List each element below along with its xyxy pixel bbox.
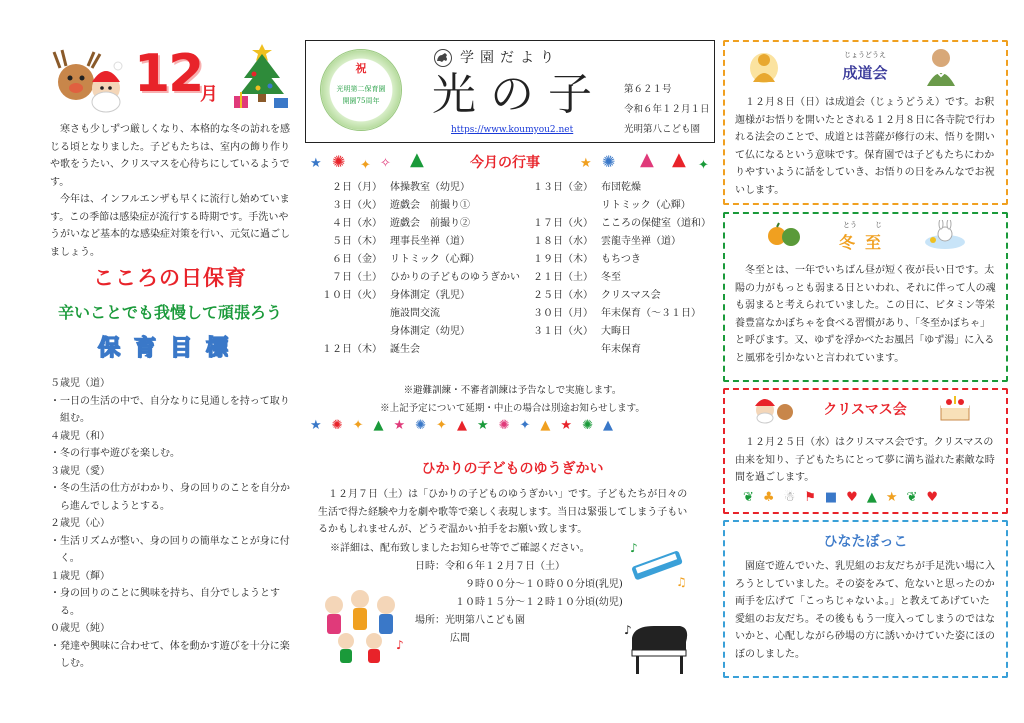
schedule-date: ３０日（月） bbox=[533, 308, 593, 319]
schedule-row bbox=[310, 182, 470, 194]
horse-icon bbox=[432, 49, 454, 67]
kokoro-title: こころの日保育 bbox=[93, 266, 247, 290]
star-icon: ✦ bbox=[360, 158, 371, 173]
goal-text: ・発達や興味に合わせて、体を動かす遊びを十分に楽しむ。 bbox=[50, 640, 290, 669]
month-number: 12 bbox=[134, 44, 203, 104]
schedule-row bbox=[310, 236, 470, 248]
star-icon: ★ bbox=[476, 418, 499, 433]
christmas-tree-icon bbox=[232, 40, 292, 115]
svg-text:♫: ♫ bbox=[676, 575, 687, 588]
schedule-event: 施設問交流 bbox=[390, 308, 440, 319]
schedule-event: 理事長坐禅（道） bbox=[390, 236, 470, 247]
recital-date: 日時：令和６年１２月７日（土） bbox=[415, 561, 565, 572]
schedule-event: もちつき bbox=[601, 254, 641, 265]
schedule-event: 体操教室（幼児） bbox=[390, 182, 470, 193]
decoration-row bbox=[310, 418, 715, 440]
party-hat-icon: ▲ bbox=[456, 418, 477, 433]
recital-note: ※詳細は、配布致しましたお知らせ等でご確認ください。 bbox=[330, 543, 590, 554]
schedule-date: １３日（金） bbox=[533, 182, 593, 193]
goal-text: ・冬の行事や遊びを楽しむ。 bbox=[50, 448, 180, 459]
christmas-decoration-row bbox=[743, 490, 993, 505]
logo-line2: 開園75周年 bbox=[342, 97, 380, 105]
goal-age: ４歳児（和） bbox=[50, 430, 110, 442]
confetti-icon: ✺ bbox=[498, 418, 520, 433]
gift-icon: ■ bbox=[824, 490, 847, 505]
header-decoration bbox=[48, 40, 293, 115]
holly-icon: ❦ bbox=[743, 490, 763, 505]
schedule-event: 年末保育 bbox=[601, 344, 641, 355]
schedule-row bbox=[310, 200, 470, 212]
toji-ruby-1: とう bbox=[843, 221, 857, 229]
schedule-row bbox=[310, 254, 480, 266]
schedule-event: 遊戯会 前撮り② bbox=[390, 218, 470, 229]
schedule-event: ひかりの子どものゆうぎかい bbox=[390, 272, 520, 283]
schedule-decoration-left bbox=[310, 149, 450, 175]
party-hat-icon: ▲ bbox=[373, 418, 394, 433]
schedule-event: リトミック（心輝） bbox=[390, 254, 480, 265]
candy-cane-icon: ⚑ bbox=[804, 490, 825, 505]
masthead bbox=[305, 40, 715, 143]
star-icon: ✦ bbox=[698, 158, 709, 173]
star-icon: ✦ bbox=[352, 418, 374, 433]
schedule-row bbox=[515, 344, 641, 356]
recital-time-1: ９時００分～１０時００分頃(乳児) bbox=[465, 579, 623, 590]
issue-date: 令和６年１２月１日 bbox=[624, 104, 710, 115]
buddha-icon bbox=[747, 48, 781, 84]
recital-place-2: 広間 bbox=[450, 633, 470, 644]
logo-top: 祝 bbox=[355, 62, 367, 75]
children-dancing-icon bbox=[318, 585, 408, 665]
star-icon: ★ bbox=[310, 418, 332, 433]
schedule-event: 誕生会 bbox=[390, 344, 420, 355]
schedule-row bbox=[310, 344, 420, 356]
svg-text:♪: ♪ bbox=[624, 623, 632, 637]
jodoe-title: 成道会 bbox=[842, 64, 888, 82]
schedule-event: 身体測定（乳児） bbox=[390, 290, 470, 301]
christmas-box bbox=[723, 388, 1008, 514]
goals-title: 保育目標 bbox=[97, 336, 242, 361]
goal-age: ５歳児（道） bbox=[50, 378, 110, 389]
goal-age: １歳児（輝） bbox=[50, 570, 110, 582]
intro-paragraph-1: 寒さも少しずつ厳しくなり、本格的な冬の訪れを感じる頃となりました。子どもたちは、室内の飾り作りや歌をうたい、クリスマスを心待ちにしているようです。 bbox=[50, 124, 290, 188]
schedule-row bbox=[515, 272, 621, 284]
toji-title: 冬至 bbox=[838, 233, 891, 252]
schedule-event: 身体測定（幼児） bbox=[390, 326, 470, 337]
piano-icon bbox=[624, 620, 696, 676]
monk-icon bbox=[923, 46, 959, 86]
party-hat-icon: ▲ bbox=[410, 149, 424, 170]
tree-icon: ▲ bbox=[866, 490, 886, 505]
bell-icon: ♣ bbox=[762, 490, 784, 505]
toji-body: 冬至とは、一年でいちばん昼が短く夜が長い日です。太陽の力がもっとも弱まる日といわれ、それに伴って人の魂も弱まると考えられていました。この日に、ビタミン等栄養豊富なかぼちゃを食べる習慣があり、「冬至かぼちゃ」と呼びます。又、ゆずを浮かべたお風呂「ゆず湯」に入ると風邪を引かないと言われています。 bbox=[735, 265, 996, 364]
schedule-row bbox=[515, 326, 631, 338]
schedule-date: ２日（月） bbox=[332, 182, 382, 193]
schedule-date: ６日（金） bbox=[332, 254, 382, 265]
confetti-icon: ✧ bbox=[380, 156, 391, 171]
santa-icon bbox=[751, 394, 795, 424]
schedule-date: ２５日（水） bbox=[533, 290, 593, 301]
star-icon: ★ bbox=[885, 490, 907, 505]
schedule-row bbox=[515, 182, 641, 194]
schedule-event: 雲龍寺坐禅（道） bbox=[601, 236, 681, 247]
schedule-date: １２日（木） bbox=[322, 344, 382, 355]
santa-reindeer-icon bbox=[48, 46, 128, 116]
schedule-event: クリスマス会 bbox=[601, 290, 661, 301]
christmas-title: クリスマス会 bbox=[823, 402, 907, 418]
jodoe-body: １２月８日（日）は成道会（じょうどうえ）です。お釈迦様がお悟りを開いたとされる１２月８日に各寺院で行われる法会のことで、成道とは菩薩が修行の末、悟りを開いて仏になるという意味です。保育園では子どもたちにわかりやすいように話をしていき、お悟りの日をみんなでお祝いします。 bbox=[735, 97, 995, 196]
star-icon: ★ bbox=[580, 156, 592, 171]
goal-text: ・生活リズムが整い、身の回りの簡単なことが身に付く。 bbox=[50, 535, 290, 564]
schedule-date: １０日（火） bbox=[322, 290, 382, 301]
schedule-event: 冬至 bbox=[601, 272, 621, 283]
star-icon: ★ bbox=[393, 418, 416, 433]
goal-text: ・身の回りのことに興味を持ち、自分でしようとする。 bbox=[50, 588, 280, 617]
recital-place: 場所：光明第八こども園 bbox=[415, 615, 525, 626]
schedule-row bbox=[310, 308, 440, 320]
party-horn-icon: ✺ bbox=[332, 152, 346, 171]
christmas-cake-icon bbox=[935, 394, 975, 424]
schedule-date: １９日（木） bbox=[533, 254, 593, 265]
goal-text: ・冬の生活の仕方がわかり、身の回りのことを自分から進んでしようとする。 bbox=[50, 483, 290, 512]
website-link[interactable]: https://www.koumyou2.net bbox=[451, 125, 574, 135]
confetti-icon: ✺ bbox=[582, 418, 603, 433]
schedule-date: ３日（火） bbox=[332, 200, 382, 211]
anniversary-logo bbox=[320, 49, 402, 131]
kokoro-slogan: 辛いことでも我慢して頑張ろう bbox=[57, 303, 282, 322]
stocking-icon: ♥ bbox=[846, 490, 867, 505]
schedule-row bbox=[515, 308, 701, 320]
star-icon: ✦ bbox=[519, 418, 541, 433]
schedule-row bbox=[515, 218, 711, 230]
party-horn-icon: ✺ bbox=[602, 152, 616, 171]
svg-text:♪: ♪ bbox=[396, 638, 404, 652]
christmas-body: １２月２５日（水）はクリスマス会です。クリスマスの由来を知り、子どもたちにとって夢に満ち溢れた素敵な時間を過ごします。 bbox=[735, 437, 995, 483]
party-hat-icon: ▲ bbox=[640, 149, 654, 170]
schedule-table bbox=[310, 182, 715, 362]
goal-age: ３歳児（愛） bbox=[50, 465, 110, 477]
rabbit-bath-icon bbox=[923, 220, 967, 250]
schedule-event: こころの保健室（道和） bbox=[601, 218, 711, 229]
party-hat-icon: ▲ bbox=[540, 418, 561, 433]
publisher-name: 光明第八こども園 bbox=[624, 124, 701, 135]
schedule-row bbox=[310, 326, 470, 338]
masthead-title: 光の子 bbox=[432, 69, 606, 120]
schedule-date: ２１日（土） bbox=[533, 272, 593, 283]
schedule-date: ７日（土） bbox=[332, 272, 382, 283]
month-suffix: 月 bbox=[200, 84, 218, 105]
star-icon: ★ bbox=[310, 156, 322, 171]
stocking-icon: ♥ bbox=[926, 490, 948, 505]
snowman-icon: ☃ bbox=[783, 490, 805, 505]
party-hat-icon: ▲ bbox=[672, 149, 686, 170]
issue-number: 第６２１号 bbox=[624, 84, 672, 95]
schedule-note-2: ※上記予定について延期・中止の場合は別途お知らせします。 bbox=[380, 403, 645, 414]
intro-paragraph-2: 今年は、インフルエンザも早くに流行し始めています。この季節は感染症が流行する時期です。手洗いやうがいなど基本的な感染症対策を行い、元気に過ごしましょう。 bbox=[50, 194, 290, 258]
recital-body: １２月７日（土）は「ひかりの子どものゆうぎかい」です。子どもたちが日々の生活で得た経験や力を劇や歌等で楽しく表現します。当日は緊張してしまう子もいるかもしれませんが、どうぞ温かい拍手をお願い致します。 bbox=[318, 489, 688, 535]
star-icon: ✦ bbox=[436, 418, 457, 433]
goals-list bbox=[50, 375, 290, 673]
schedule-event: 大晦日 bbox=[601, 326, 631, 337]
schedule-date: ５日（木） bbox=[332, 236, 382, 247]
schedule-event: 年末保育（～３１日） bbox=[601, 308, 701, 319]
schedule-row bbox=[310, 218, 470, 230]
svg-text:♪: ♪ bbox=[630, 541, 638, 555]
goal-age: ２歳児（心） bbox=[50, 518, 110, 529]
goal-age: ０歳児（純） bbox=[50, 623, 110, 634]
schedule-event: リトミック（心輝） bbox=[601, 200, 691, 211]
hinata-title: ひなたぼっこ bbox=[823, 534, 908, 550]
schedule-date: ４日（水） bbox=[332, 218, 382, 229]
holly-icon: ❦ bbox=[906, 490, 927, 505]
schedule-row bbox=[515, 236, 681, 248]
yuzu-icon bbox=[765, 222, 801, 248]
hinata-body: 園庭で遊んでいた、乳児組のお友だちが手足洗い場に入ろうとしていました。その姿をみて、危ないと思ったのか両手を広げて「こっちじゃないよ。」と教えてあげていた愛組のお友だち。その後ももう一度入ってしまうのではないかと、心配しながら砂場の方に誘いかけていた姿にほのぼのしました。 bbox=[735, 561, 995, 660]
keyboard-harmonica-icon bbox=[628, 540, 690, 588]
schedule-decoration-right bbox=[580, 149, 715, 175]
recital-time-2: １０時１５分～１２時１０分頃(幼児) bbox=[455, 597, 623, 608]
schedule-date: １７日（火） bbox=[533, 218, 593, 229]
schedule-row bbox=[310, 272, 520, 284]
masthead-subtitle: 学園だより bbox=[460, 50, 560, 66]
schedule-date: １８日（水） bbox=[533, 236, 593, 247]
goal-text: ・一日の生活の中で、自分なりに見通しを持って取り組む。 bbox=[50, 395, 290, 424]
jodoe-ruby: じょうどうえ bbox=[844, 51, 886, 59]
confetti-icon: ✺ bbox=[331, 418, 353, 433]
schedule-event: 遊戯会 前撮り① bbox=[390, 200, 470, 211]
jodoe-box bbox=[723, 40, 1008, 205]
hinata-box bbox=[723, 520, 1008, 678]
schedule-title: 今月の行事 bbox=[470, 155, 540, 171]
recital-title: ひかりの子どものゆうぎかい bbox=[421, 461, 604, 477]
schedule-note-1: ※避難訓練・不審者訓練は予告なしで実施します。 bbox=[403, 385, 622, 396]
confetti-icon: ✺ bbox=[415, 418, 437, 433]
schedule-event: 布団乾燥 bbox=[601, 182, 641, 193]
logo-line1: 光明第二保育園 bbox=[336, 85, 386, 93]
toji-ruby-2: じ bbox=[875, 221, 882, 229]
schedule-row bbox=[515, 200, 691, 212]
schedule-row bbox=[515, 290, 661, 302]
schedule-row bbox=[515, 254, 641, 266]
schedule-row bbox=[310, 290, 470, 302]
toji-box bbox=[723, 212, 1008, 382]
star-icon: ★ bbox=[560, 418, 583, 433]
schedule-date: ３１日（火） bbox=[533, 326, 593, 337]
party-hat-icon: ▲ bbox=[602, 418, 623, 433]
